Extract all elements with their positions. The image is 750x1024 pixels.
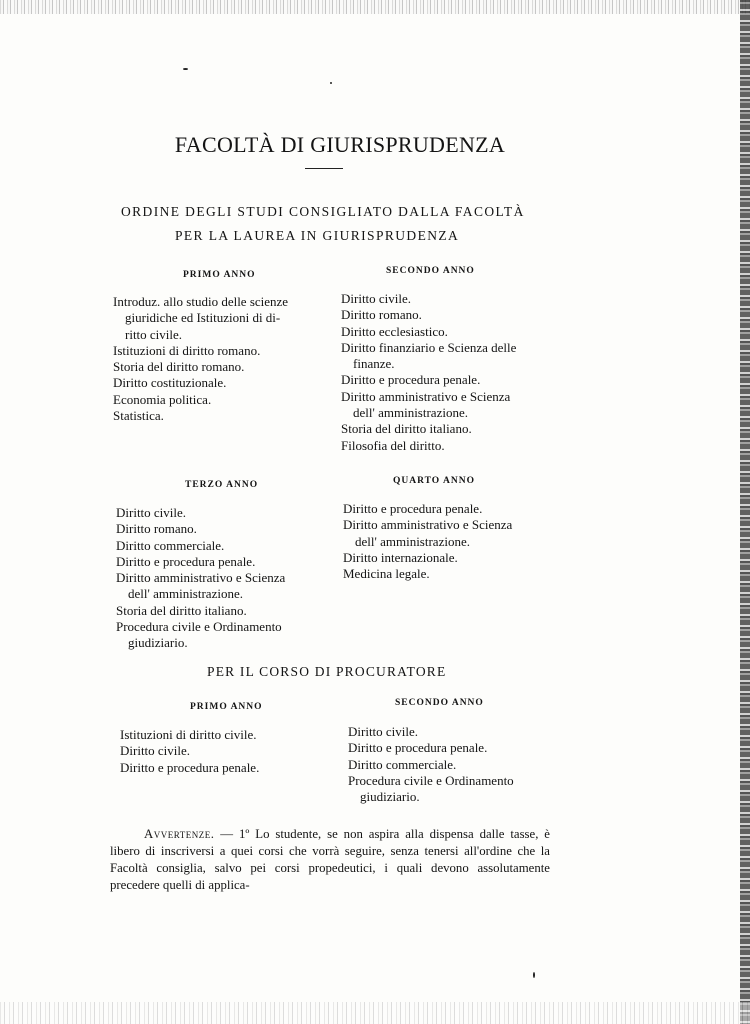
list-item: finanze.: [353, 356, 395, 372]
list-item: Istituzioni di diritto civile.: [120, 727, 257, 742]
scan-speck: [183, 68, 188, 70]
list-item: Diritto e procedura penale.: [341, 372, 481, 388]
list-item: dell' amministrazione.: [355, 533, 470, 549]
page-title: FACOLTÀ DI GIURISPRUDENZA: [174, 132, 506, 157]
list-item: Diritto e procedura penale.: [120, 759, 260, 775]
laurea-primo-anno-list: [113, 294, 288, 424]
list-item: Diritto amministrativo e Scienza: [343, 517, 513, 533]
list-item: Diritto ecclesiastico.: [341, 323, 448, 339]
list-item: Diritto civile.: [116, 505, 187, 520]
list-item: Storia del diritto italiano.: [116, 602, 247, 618]
list-item: Filosofia del diritto.: [341, 437, 445, 453]
procuratore-heading: PER IL CORSO DI PROCURATORE: [207, 664, 447, 679]
list-item: dell' amministrazione.: [128, 586, 243, 602]
list-item: Procedura civile e Ordinamento: [348, 772, 514, 788]
list-item: Statistica.: [113, 408, 164, 424]
scan-edge-bottom: [0, 1002, 750, 1024]
laurea-terzo-anno-heading: TERZO ANNO: [185, 480, 259, 490]
avvertenze-text: — 1º Lo studente, se non aspira alla dispensa dalle tasse, è libero di inscriversi a quei corsi che vorrà seguire, senza tenersi all'ordine che la Facoltà consiglia, salvo pei corsi propedeutici, i quali devono assolutamente precedere quelli di applica-: [110, 827, 550, 892]
list-item: Diritto amministrativo e Scienza: [116, 570, 286, 586]
scan-speck: [533, 972, 535, 978]
subtitle-line-1: ORDINE DEGLI STUDI CONSIGLIATO DALLA FACOLTÀ: [121, 204, 525, 219]
laurea-primo-anno-heading: PRIMO ANNO: [183, 270, 256, 280]
procuratore-primo-anno-list: [120, 727, 259, 776]
list-item: giuridiche ed Istituzioni di di-: [125, 310, 281, 326]
list-item: Diritto internazionale.: [343, 549, 458, 565]
list-item: Diritto romano.: [116, 521, 197, 537]
list-item: Istituzioni di diritto romano.: [113, 342, 261, 358]
list-item: Diritto commerciale.: [116, 537, 225, 553]
procuratore-primo-anno-heading: PRIMO ANNO: [190, 702, 263, 712]
list-item: Diritto amministrativo e Scienza: [341, 388, 511, 404]
laurea-quarto-anno-list: [343, 501, 512, 582]
list-item: giudiziario.: [360, 789, 420, 805]
procuratore-secondo-anno-heading: SECONDO ANNO: [395, 698, 484, 708]
list-item: Diritto e procedura penale.: [343, 501, 483, 516]
list-item: Medicina legale.: [343, 566, 430, 582]
laurea-secondo-anno-heading: SECONDO ANNO: [386, 266, 475, 276]
list-item: Diritto civile.: [341, 291, 412, 306]
list-item: Economia politica.: [113, 391, 212, 407]
scan-edge-right: [740, 0, 750, 1024]
list-item: Diritto civile.: [120, 743, 191, 759]
scan-edge-top: [0, 0, 750, 14]
list-item: Diritto costituzionale.: [113, 375, 227, 391]
list-item: Storia del diritto romano.: [113, 359, 245, 375]
list-item: Diritto romano.: [341, 307, 422, 323]
list-item: Diritto finanziario e Scienza delle: [341, 339, 517, 355]
list-item: Storia del diritto italiano.: [341, 421, 472, 437]
avvertenze-paragraph: [110, 826, 550, 894]
title-rule: [305, 168, 343, 169]
avvertenze-lead: Avvertenze.: [144, 827, 215, 841]
list-item: Diritto e procedura penale.: [116, 553, 256, 569]
laurea-quarto-anno-heading: QUARTO ANNO: [393, 476, 476, 486]
scan-speck: [330, 82, 332, 84]
list-item: Diritto e procedura penale.: [348, 740, 488, 756]
list-item: Diritto civile.: [348, 724, 419, 739]
procuratore-secondo-anno-list: [348, 724, 514, 805]
list-item: dell' amministrazione.: [353, 405, 468, 421]
laurea-secondo-anno-list: [341, 291, 516, 454]
list-item: giudiziario.: [128, 635, 188, 651]
list-item: Diritto commerciale.: [348, 756, 457, 772]
list-item: Procedura civile e Ordinamento: [116, 619, 282, 635]
list-item: Introduz. allo studio delle scienze: [113, 294, 289, 309]
laurea-terzo-anno-list: [116, 505, 285, 652]
list-item: ritto civile.: [125, 326, 183, 342]
subtitle-line-2: PER LA LAUREA IN GIURISPRUDENZA: [175, 228, 460, 243]
